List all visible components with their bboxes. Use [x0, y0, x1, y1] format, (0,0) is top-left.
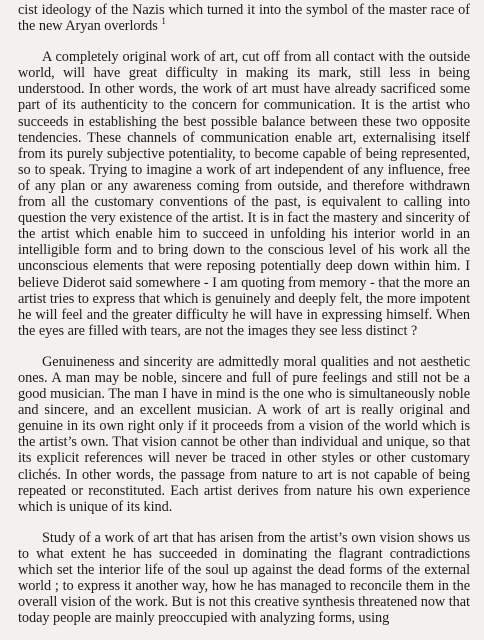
footnote-marker: 1	[161, 16, 166, 27]
paragraph-1-text: cist ideology of the Nazis which turned it into the symbol of the master race of the new Aryan overlords	[18, 2, 470, 35]
paragraph-1	[18, 2, 470, 34]
paragraph-4: Study of a work of art that has arisen from the artist’s own vision shows us to what extent he has succeeded in dominating the flagrant contradictions which set the interior life of the soul up against the dead forms of the external world ; to express it another way, how he has managed to reconcile them in the overall vision of the work. But is not this creative synthesis threatened now that today people are mainly preoccupied with analyzing forms, using	[18, 529, 470, 627]
paragraph-2: A completely original work of art, cut off from all contact with the outside world, will have great difficulty in making its mark, still less in being understood. In other words, the work of art must have already sacrificed some part of its authenticity to the concern for communication. It is the artist who succeeds in establishing the best possible balance between these two opposite tendencies. These channels of communication enable art, externalising itself from its purely subjective potentiality, to become capable of being represented, so to speak. Trying to imagine a work of art independent of any influence, free of any plan or any awareness coming from outside, and therefore withdrawn from all the customary conventions of the past, is equivalent to calling into question the very existence of the artist. It is in fact the mastery and sincerity of the artist which enable him to succeed in unfolding his interior world in an intelligible form and to bring down to the conscious level of his work all the unconscious elements that were reposing potentially deep down within him. I believe Diderot said somewhere - I am quoting from memory - that the more an artist tries to express that which is genuinely and deeply felt, the more impotent he will feel and the greater difficulty he will have in expressing himself. When the eyes are filled with tears, are not the images they see less distinct ?	[18, 49, 470, 339]
paragraph-3: Genuineness and sincerity are admittedly moral qualities and not aesthetic ones. A man may be noble, sincere and full of pure feelings and still not be a good musician. The man I have in mind is the one who is simultaneously noble and sincere, and an excellent musician. A work of art is really original and genuine in its own right only if it proceeds from a vision of the world which is the artist’s own. That vision cannot be other than individual and unique, so that its explicit references will never be traced in other styles or other customary clichés. In other words, the passage from nature to art is not capable of being repeated or reconstituted. Each artist derives from nature his own experience which is unique of its kind.	[18, 353, 470, 515]
